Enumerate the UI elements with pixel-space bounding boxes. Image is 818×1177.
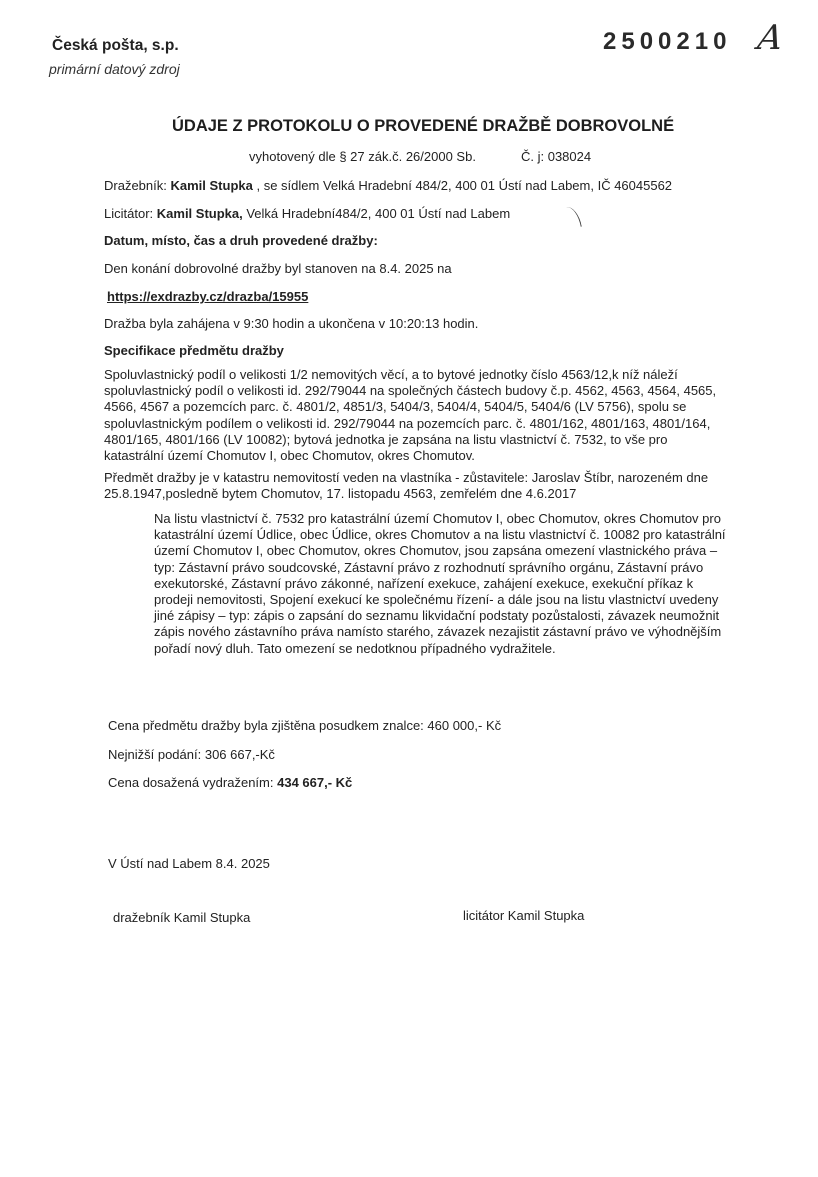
auction-time-line: Dražba byla zahájena v 9:30 hodin a ukončena v 10:20:13 hodin. [104,316,479,331]
document-subtitle: vyhotovený dle § 27 zák.č. 26/2000 Sb. [249,149,476,164]
specification-paragraph-2: Předmět dražby je v katastru nemovitostí veden na vlastníka - zůstavitele: Jaroslav Štíbr, narozeném dne 25.8.1947,posledně bytem Chomutov, 17. listopadu 4563, zemřelém dne 4.6.2017 [104,470,709,502]
achieved-price-label: Cena dosažená vydražením: [108,775,274,790]
auction-url-link[interactable]: https://exdrazby.cz/drazba/15955 [107,289,309,304]
specification-paragraph-1: Spoluvlastnický podíl o velikosti 1/2 nemovitých věcí, a to bytové jednotky číslo 4563/12,k níž náleží spoluvlastnický podíl o velikosti id. 292/79044 na společných částech budovy č.p. 4562, 4563, 4564, 4565, 4566, 4567 a pozemcích parc. č. 4801/2, 4851/3, 5404/3, 5404/4, 5404/5, 5404/6 (LV 5756), spolu se spoluvlastnickým podílem o velikosti id. 292/79044 na pozemcích parc. č. 4801/162, 4801/163, 4801/164, 4801/165, 4801/166 (LV 10082); bytová jednotka je zapsána na listu vlastnictví č. 7532, to vše pro katastrální území Chomutov I, obec Chomutov, okres Chomutov. [104,367,717,464]
licitator-name: Kamil Stupka, [156,206,243,221]
specification-heading: Specifikace předmětu dražby [104,343,284,358]
sender-subtitle: primární datový zdroj [49,61,180,77]
auction-date-line: Den konání dobrovolné dražby byl stanoven na 8.4. 2025 na [104,261,452,276]
pen-mark [566,205,582,229]
datetime-heading: Datum, místo, čas a druh provedené dražby: [104,233,378,248]
document-number-stamp: 2500210 [603,28,732,55]
licitator-line [104,206,510,221]
appraisal-price: Cena předmětu dražby byla zjištěna posudkem znalce: 460 000,- Kč [108,718,502,733]
place-and-date: V Ústí nad Labem 8.4. 2025 [108,856,270,871]
licitator-label: Licitátor: [104,206,154,221]
lowest-bid: Nejnižší podání: 306 667,-Kč [108,747,275,762]
auctioneer-line [104,178,672,193]
encumbrances-paragraph: Na listu vlastnictví č. 7532 pro katastrální území Chomutov I, obec Chomutov, okres Chomutov pro katastrální území Údlice, obec Údlice, okres Chomutov a na listu vlastnictví č. 10082 pro katastrální území Chomutov I, obec Chomutov, okres Chomutov, jsou zapsána omezení vlastnického práva – typ: Zástavní právo soudcovské, Zástavní právo z rozhodnutí správního orgánu, Zástavní právo exekutorské, Zástavní právo zákonné, nařízení exekuce, zahájení exekuce, exekuční příkaz k prodeji nemovitosti, Spojení exekucí ke společnému řízení- a dále jsou na listu vlastnictví uvedeny jiné zápisy – typ: zápis o zapsání do seznamu likvidační podstaty pozůstalosti, závazek neumožnit zápis nového zástavního práva namísto starého, závazek nezajistit zástavní právo ve výhodnějším pořadí nový dluh. Tato omezení se nedotknou případného vydražitele. [154,511,726,656]
auctioneer-details: , se sídlem Velká Hradební 484/2, 400 01 Ústí nad Labem, IČ 46045562 [256,178,673,193]
auctioneer-name: Kamil Stupka [170,178,253,193]
achieved-price-value: 434 667,- Kč [277,775,353,790]
sender-name: Česká pošta, s.p. [52,37,179,54]
document-title: ÚDAJE Z PROTOKOLU O PROVEDENÉ DRAŽBĚ DOBROVOLNÉ [172,117,675,135]
licitator-details: Velká Hradební484/2, 400 01 Ústí nad Labem [242,206,511,221]
document-number-suffix: A [755,18,786,58]
achieved-price-line [108,775,352,790]
licitator-signature: licitátor Kamil Stupka [463,908,585,923]
reference-number: Č. j: 038024 [521,149,592,164]
auctioneer-label: Dražebník: [104,178,167,193]
auctioneer-signature: dražebník Kamil Stupka [113,910,251,925]
